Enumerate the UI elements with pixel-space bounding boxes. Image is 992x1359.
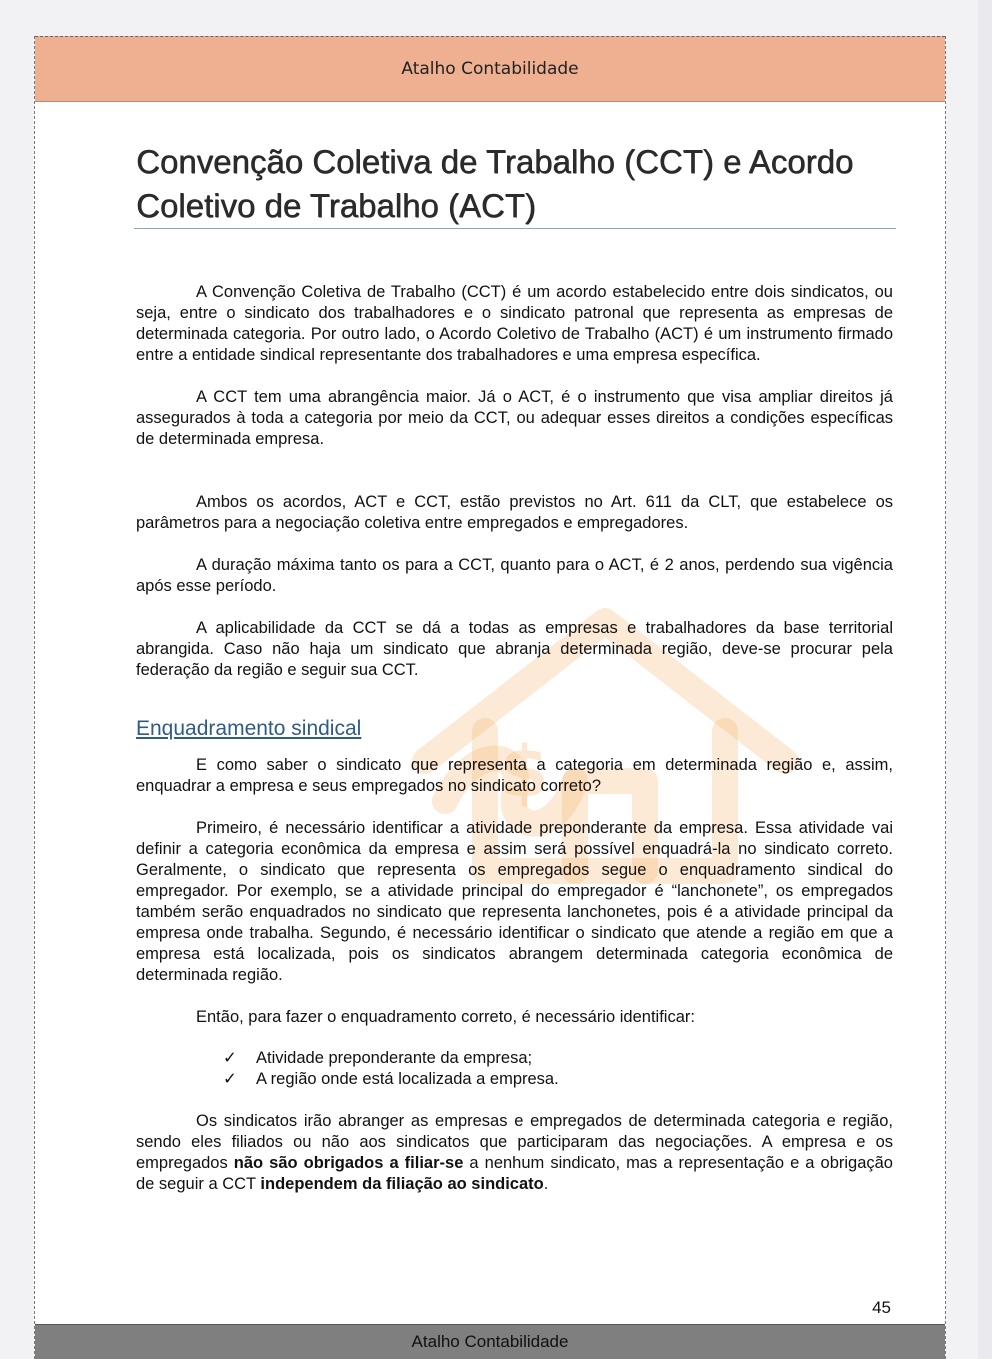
paragraph-affiliation (136, 1111, 893, 1195)
document-page (34, 36, 946, 1359)
paragraph-applicability: A aplicabilidade da CCT se dá a todas as empresas e trabalhadores da base territorial abrangida. Caso não haja um sindicato que abranja determinada região, deve-se procurar pela federação da região e seguir sua CCT. (136, 619, 893, 679)
checklist-item-label: Atividade preponderante da empresa; (256, 1049, 533, 1067)
paragraph-affiliation-part3: . (543, 1175, 549, 1193)
paragraph-clt-article: Ambos os acordos, ACT e CCT, estão previstos no Art. 611 da CLT, que estabelece os parâmetros para a negociação coletiva entre empregados e empregadores. (136, 493, 893, 532)
svg-text:$: $ (500, 731, 549, 813)
bold-independent: independem da filiação ao sindicato (260, 1175, 544, 1193)
checklist (136, 1048, 893, 1090)
title-divider (134, 228, 896, 229)
paragraph-affiliation-part1: Os sindicatos irão abranger as empresas e empregados de determinada categoria e região, sendo eles filiados ou não aos sindicatos que participaram das negociações. A empresa e os empregados (136, 1112, 893, 1172)
paragraph-cct-definition: A Convenção Coletiva de Trabalho (CCT) é um acordo estabelecido entre dois sindicatos, ou seja, entre o sindicato dos trabalhadores e o sindicato patronal que representa as empresas de determinada categoria. Por outro lado, o Acordo Coletivo de Trabalho (ACT) é um instrumento firmado entre a entidade sindical representante dos trabalhadores e uma empresa específica. (136, 283, 893, 364)
paragraph-first-step: Primeiro, é necessário identificar a atividade preponderante da empresa. Essa atividade vai definir a categoria econômica da empresa e assim será possível enquadrá-la no sindicato correto. Geralmente, o sindicato que representa os empregados segue o enquadramento sindical do empregador. Por exemplo, se a atividade principal do empregador é “lanchonete”, os empregados também serão enquadrados no sindicato que representa lanchonetes, pois é a atividade principal da empresa onde trabalha. Segundo, é necessário identificar o sindicato que atende a região em que a empresa está localizada, pois os sindicatos abrangem determinada categoria econômica de determinada região. (136, 819, 893, 984)
checklist-item (223, 1069, 893, 1090)
paragraph-identify-intro: Então, para fazer o enquadramento correto, é necessário identificar: (196, 1008, 695, 1026)
checklist-item (223, 1048, 893, 1069)
checklist-item-label: A região onde está localizada a empresa. (256, 1070, 559, 1088)
bold-not-obliged: não são obrigados a filiar-se (233, 1154, 464, 1172)
page-header (35, 36, 945, 102)
paragraph-question: E como saber o sindicato que representa a categoria em determinada região e, assim, enquadrar a empresa e seus empregados no sindicato correto? (136, 756, 893, 795)
footer-title: Atalho Contabilidade (411, 1332, 569, 1351)
checkmark-icon: ✓ (223, 1070, 237, 1088)
page-footer (35, 1324, 945, 1359)
header-title: Atalho Contabilidade (401, 59, 579, 79)
section-heading: Enquadramento sindical (136, 717, 362, 740)
page-title: Convenção Coletiva de Trabalho (CCT) e Acordo Coletivo de Trabalho (ACT) (136, 143, 854, 224)
paragraph-affiliation-part2: a nenhum sindicato, mas a representação e a obrigação de seguir a CCT (136, 1154, 893, 1193)
scrollbar-track[interactable] (978, 0, 992, 1359)
paragraph-cct-scope: A CCT tem uma abrangência maior. Já o ACT, é o instrumento que visa ampliar direitos já assegurados à toda a categoria por meio da CCT, ou adequar esses direitos a condições específicas de determinada empresa. (136, 388, 893, 448)
document-body (136, 282, 893, 1195)
page-number: 45 (872, 1298, 891, 1317)
checkmark-icon: ✓ (223, 1049, 237, 1067)
paragraph-duration: A duração máxima tanto os para a CCT, quanto para o ACT, é 2 anos, perdendo sua vigência após esse período. (136, 556, 893, 595)
